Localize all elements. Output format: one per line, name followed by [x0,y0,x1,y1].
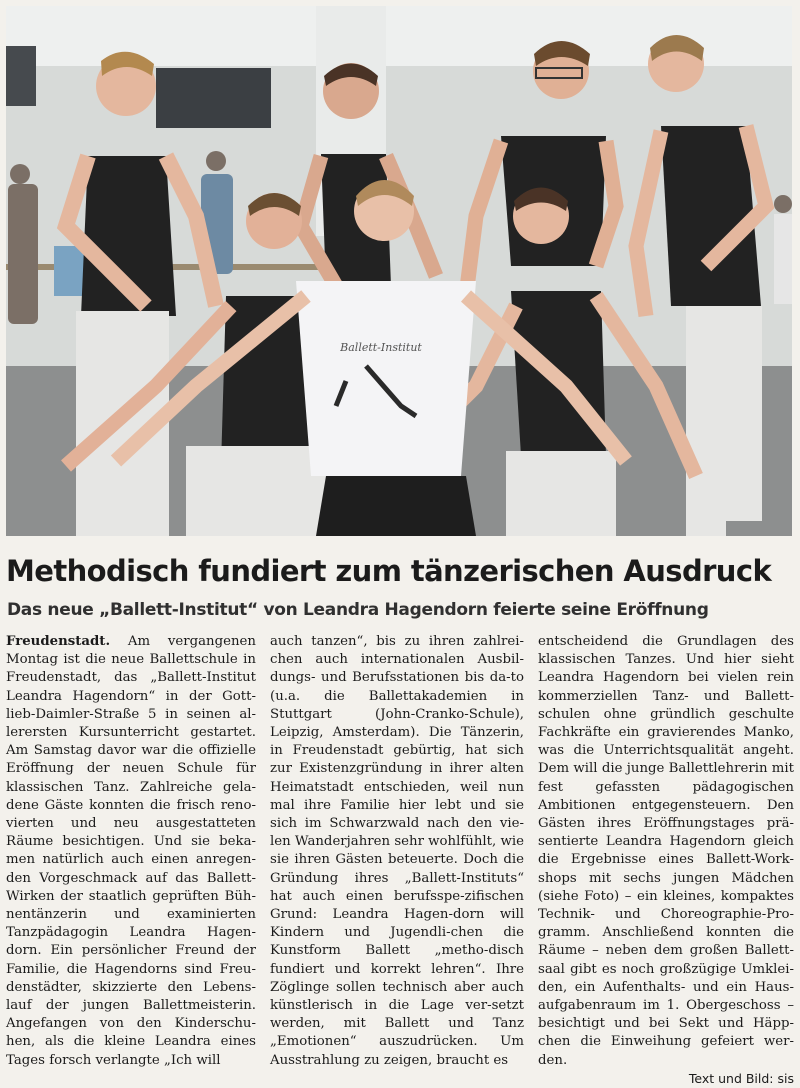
column-1-text: Am vergangenen Montag ist die neue Ballettschule in Freudenstadt, das „Ballett-Institut Leandra Hagendorn“ in der Gott-lieb-Daimler-Straße 5 in seinen al-lerersten Kursunterricht gestartet. Am Samstag davor war die offizielle Eröffnung der neuen Schule für klassischen Tanz. Zahlreiche gela-dene Gäste konnten die frisch reno-vierten und neu ausgestatteten Räume besichtigen. Und sie beka-men natürlich auch einen anregen-den Vorgeschmack auf das Ballett-Wirken der staatlich geprüften Büh-nentänzerin und examinierten Tanzpädagogin Leandra Hagen-dorn. Ein persönlicher Freund der Familie, die Hagendorns sind Freu-denstädter, skizzierte den Lebens-lauf der jungen Ballettmeisterin. Angefangen von den Kinderschu-hen, als die kleine Leandra eines Tages forsch verlangte „Ich will [6,634,256,1068]
window-left [6,46,36,106]
shirt-print-text: Ballett-Institut [340,341,422,354]
article-body [6,633,794,1086]
article-headline: Methodisch fundiert zum tänzerischen Ausdruck [6,554,772,588]
column-2-text: auch tanzen“, bis zu ihren zahlrei-chen auch internationalen Ausbil-dungs- und Berufsstationen bis da-to (u.a. die Ballettakademien in Stuttgart (John-Cranko-Schule), Leipzig, Amsterdam). Die Tänzerin, in Freudenstadt gebürtig, hat sich zur Existenzgründung in ihrer alten Heimatstadt entschieden, weil nun mal ihre Familie hier lebt und sie sich im Schwarzwald nach den vie-len Wanderjahren sehr wohlfühlt, wie sie ihren Gästen beteuerte. Doch die Gründung ihres „Ballett-Instituts“ hat auch einen berufsspe-zifischen Grund: Leandra Hagen-dorn will Kindern und Jugendli-chen die Kunstform Ballett „metho-disch fundiert und korrekt lehren“. Ihre Zöglinge sollen technisch aber auch künstlerisch in die Lage ver-setzt werden, mit Ballett und Tanz „Emotionen“ auszudrücken. Um Ausstrahlung zu zeigen, braucht es [270,634,524,1068]
column-3-text: entscheidend die Grundlagen des klassischen Tanzes. Und hier sieht Leandra Hagendorn bei vielen rein kommerziellen Tanz- und Ballett-schulen ohne gründlich geschulte Fachkräfte ein gravierendes Manko, was die Unterrichtsqualität angeht. Dem will die junge Ballettlehrerin mit fest gefassten pädagogischen Ambitionen entgegensteuern. Den Gästen ihres Eröffnungstages prä-sentierte Leandra Hagendorn gleich die Ergebnisse eines Ballett-Work-shops mit sechs jungen Mädchen (siehe Foto) – ein kleines, kompaktes Technik- und Choreographie-Pro-gramm. Anschließend konnten die Räume – neben dem großen Ballett-saal gibt es noch großzügige Umklei-den, ein Aufenthalts- und ein Haus-aufgabenraum im 1. Obergeschoss – besichtigt und bei Sekt und Häpp-chen die Einweihung gefeiert wer-den. [538,634,794,1068]
news-photo [6,6,792,536]
article-column-3 [538,633,794,1088]
window [156,68,271,128]
article-dateline: Freudenstadt. [6,634,111,649]
article-column-1 [6,633,256,1088]
article-column-2 [270,633,524,1088]
article-subheadline: Das neue „Ballett-Institut“ von Leandra Hagendorn feierte seine Eröffnung [7,600,709,620]
photo-text-credit: Text und Bild: sis [688,1070,794,1086]
dancers-photo-illustration [6,6,792,536]
